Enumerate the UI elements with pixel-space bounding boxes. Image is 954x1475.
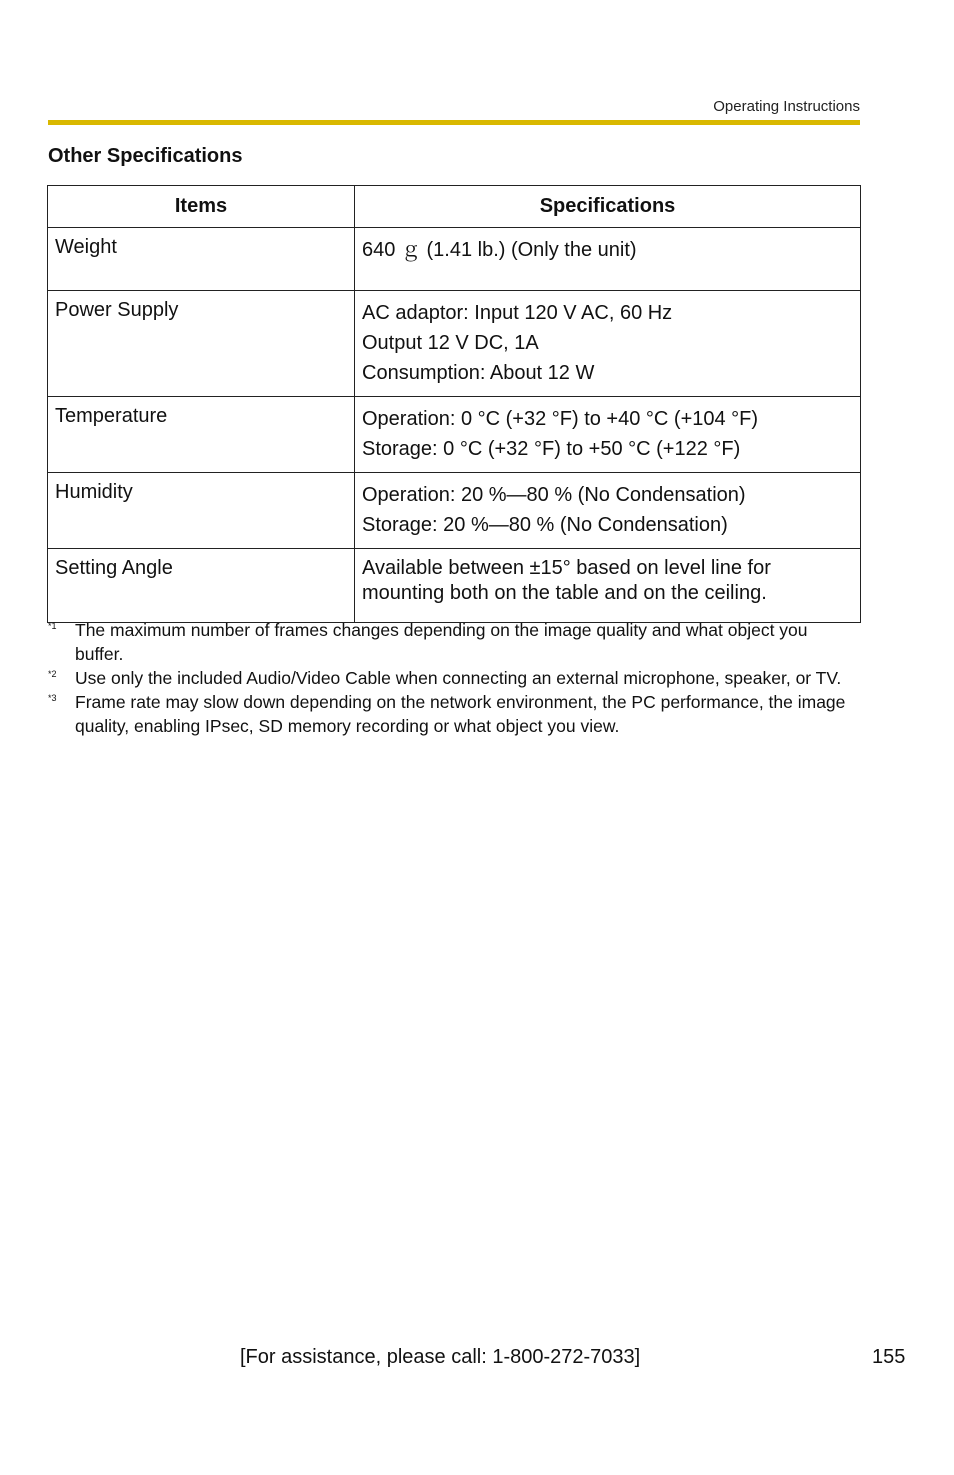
row-spec xyxy=(355,228,861,291)
spec-line: AC adaptor: Input 120 V AC, 60 Hz xyxy=(362,302,673,324)
specifications-table xyxy=(47,185,861,623)
footnote-text: The maximum number of frames changes depending on the image quality and what object you buffer. xyxy=(75,620,808,664)
page-number: 155 xyxy=(872,1346,906,1368)
spec-line: Consumption: About 12 W xyxy=(362,362,595,384)
row-spec xyxy=(355,397,861,473)
row-spec xyxy=(355,473,861,549)
spec-line: 640 ｇ (1.41 lb.) (Only the unit) xyxy=(362,239,637,261)
footnote xyxy=(48,666,860,690)
footnote-mark: *2 xyxy=(48,669,57,679)
row-spec xyxy=(355,291,861,397)
spec-line: Operation: 0 °C (+32 °F) to +40 °C (+104 °F) xyxy=(362,408,759,430)
footnote xyxy=(48,690,860,738)
row-item: Power Supply xyxy=(48,291,355,397)
spec-line: Storage: 0 °C (+32 °F) to +50 °C (+122 °F) xyxy=(362,438,741,460)
footnote-text: Use only the included Audio/Video Cable when connecting an external microphone, speaker, or TV. xyxy=(75,668,842,688)
section-title: Other Specifications xyxy=(48,145,243,167)
table-row xyxy=(48,291,861,397)
header-rule xyxy=(48,120,860,125)
spec-line: Output 12 V DC, 1A xyxy=(362,332,539,354)
table-header-row xyxy=(48,186,861,228)
footnotes xyxy=(48,618,860,738)
row-item: Setting Angle xyxy=(48,549,355,623)
footnote xyxy=(48,618,860,666)
table-row xyxy=(48,228,861,291)
row-spec xyxy=(355,549,861,623)
footnote-mark: *1 xyxy=(48,621,57,631)
column-header-specifications: Specifications xyxy=(355,186,861,228)
assistance-phone-text: [For assistance, please call: 1-800-272-7033] xyxy=(240,1346,641,1368)
table-row xyxy=(48,549,861,623)
footnote-mark: *3 xyxy=(48,693,57,703)
running-header: Operating Instructions xyxy=(713,98,860,115)
table-row xyxy=(48,397,861,473)
spec-line: Available between ±15° based on level line for xyxy=(362,557,771,579)
table-row xyxy=(48,473,861,549)
row-item: Temperature xyxy=(48,397,355,473)
spec-line: mounting both on the table and on the ceiling. xyxy=(362,582,767,604)
spec-line: Storage: 20 %—80 % (No Condensation) xyxy=(362,514,728,536)
row-item: Humidity xyxy=(48,473,355,549)
spec-line: Operation: 20 %—80 % (No Condensation) xyxy=(362,484,746,506)
footnote-text: Frame rate may slow down depending on the network environment, the PC performance, the image quality, enabling IPsec, SD memory recording or what object you view. xyxy=(75,692,846,736)
column-header-items: Items xyxy=(48,186,355,228)
row-item: Weight xyxy=(48,228,355,291)
